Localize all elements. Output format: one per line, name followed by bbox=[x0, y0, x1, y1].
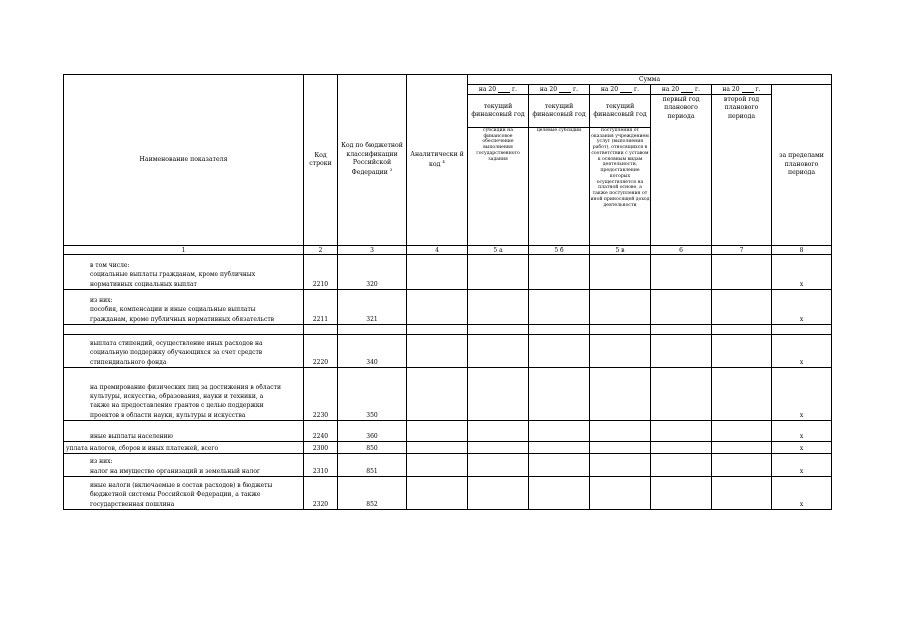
year-cell-5v: на 20 г. bbox=[590, 85, 651, 95]
row-name-line: нормативных социальных выплат bbox=[90, 280, 197, 288]
row-name-line: бюджетной системы Российской Федерации, а также bbox=[90, 491, 261, 499]
value-cell bbox=[712, 368, 772, 421]
column-number: 5 а bbox=[468, 246, 529, 255]
value-cell bbox=[651, 421, 712, 442]
header-name: Наименование показателя bbox=[64, 75, 304, 246]
row-code: 2310 bbox=[304, 454, 338, 477]
value-cell bbox=[407, 290, 468, 325]
header-analytic: Аналитически й код $^4$ bbox=[407, 75, 468, 246]
value-cell bbox=[468, 421, 529, 442]
row-name bbox=[64, 368, 304, 421]
value-cell bbox=[712, 255, 772, 290]
value-cell bbox=[468, 442, 529, 454]
value-cell bbox=[712, 477, 772, 510]
row-beyond-mark: x bbox=[772, 421, 832, 442]
row-beyond-mark: x bbox=[772, 477, 832, 510]
table-row bbox=[64, 442, 832, 454]
row-name-line: иные выплаты населению bbox=[90, 432, 173, 440]
empty-cell bbox=[529, 325, 590, 335]
row-name-line: социальную поддержку обучающихся за счет средств bbox=[90, 349, 263, 357]
row-name bbox=[64, 442, 304, 454]
row-bk-code: 850 bbox=[338, 442, 407, 454]
table-row bbox=[64, 368, 832, 421]
value-cell bbox=[590, 454, 651, 477]
header-sum: Сумма bbox=[468, 75, 832, 85]
form-table bbox=[63, 74, 832, 510]
row-name-line: также на предоставление грантов с целью поддержки bbox=[90, 402, 264, 410]
row-name-line: пособия, компенсации и иные социальные выплаты bbox=[90, 306, 256, 314]
value-cell bbox=[590, 368, 651, 421]
row-name bbox=[64, 290, 304, 325]
column-number: 3 bbox=[338, 246, 407, 255]
value-cell bbox=[651, 290, 712, 325]
row-name-line: налог на имущество организаций и земельный налог bbox=[90, 467, 261, 475]
empty-cell bbox=[64, 325, 304, 335]
row-beyond-mark: x bbox=[772, 454, 832, 477]
value-cell bbox=[529, 290, 590, 325]
value-cell bbox=[529, 477, 590, 510]
row-name-line: выплата стипендий, осуществление иных расходов на bbox=[90, 340, 263, 348]
value-cell bbox=[529, 442, 590, 454]
period-5v: текущий финансовый год bbox=[590, 95, 651, 128]
year-cell-5b: на 20 г. bbox=[529, 85, 590, 95]
value-cell bbox=[590, 255, 651, 290]
value-cell bbox=[468, 477, 529, 510]
value-cell bbox=[651, 477, 712, 510]
sub-header-5a: субсидии на финансовое обеспечение выполнения государственного задания bbox=[468, 128, 529, 246]
value-cell bbox=[651, 255, 712, 290]
value-cell bbox=[712, 290, 772, 325]
value-cell bbox=[590, 290, 651, 325]
column-number: 1 bbox=[64, 246, 304, 255]
value-cell bbox=[407, 477, 468, 510]
table-row bbox=[64, 477, 832, 510]
value-cell bbox=[712, 421, 772, 442]
row-name-line: государственная пошлина bbox=[90, 500, 175, 508]
value-cell bbox=[651, 368, 712, 421]
row-bk-code: 321 bbox=[338, 290, 407, 325]
row-code: 2230 bbox=[304, 368, 338, 421]
empty-cell bbox=[407, 325, 468, 335]
empty-cell bbox=[772, 325, 832, 335]
column-number: 6 bbox=[651, 246, 712, 255]
table-row bbox=[64, 290, 832, 325]
value-cell bbox=[468, 368, 529, 421]
row-beyond-mark: x bbox=[772, 255, 832, 290]
value-cell bbox=[407, 368, 468, 421]
row-bk-code: 350 bbox=[338, 368, 407, 421]
value-cell bbox=[529, 255, 590, 290]
sub-header-5v: поступления от оказания учреждением услуг (выполнения работ), относящихся в соответствии с уставом к основным видам деятельности, предоставление которых осуществляется на платной основе, а также поступления от иной приносящей доход деятельности bbox=[590, 128, 651, 246]
value-cell bbox=[590, 477, 651, 510]
value-cell bbox=[590, 421, 651, 442]
row-name-line: из них: bbox=[90, 297, 113, 305]
table-row bbox=[64, 454, 832, 477]
row-code: 2300 bbox=[304, 442, 338, 454]
value-cell bbox=[529, 368, 590, 421]
row-bk-code: 340 bbox=[338, 335, 407, 368]
value-cell bbox=[651, 335, 712, 368]
sub-header-5b: целевые субсидии bbox=[529, 128, 590, 246]
value-cell bbox=[712, 442, 772, 454]
period-7: второй год планового периода bbox=[712, 95, 772, 246]
column-number: 5 в bbox=[590, 246, 651, 255]
row-beyond-mark: x bbox=[772, 368, 832, 421]
row-bk-code: 320 bbox=[338, 255, 407, 290]
row-bk-code: 852 bbox=[338, 477, 407, 510]
column-numbers-row bbox=[64, 246, 832, 255]
row-name-line: стипендиального фонда bbox=[90, 358, 167, 366]
column-number: 4 bbox=[407, 246, 468, 255]
value-cell bbox=[590, 335, 651, 368]
row-name-line: из них: bbox=[90, 458, 113, 466]
row-name-line: на премирование физических лиц за достижения в области bbox=[90, 383, 281, 391]
value-cell bbox=[468, 255, 529, 290]
table-row bbox=[64, 255, 832, 290]
header-beyond: за пределами планового периода bbox=[772, 85, 832, 246]
row-name-line: уплата налогов, сборов и иных платежей, всего bbox=[66, 444, 219, 452]
value-cell bbox=[407, 442, 468, 454]
row-name bbox=[64, 255, 304, 290]
column-number: 2 bbox=[304, 246, 338, 255]
value-cell bbox=[651, 454, 712, 477]
row-name-line: гражданам, кроме публичных нормативных обязательств bbox=[90, 315, 275, 323]
row-bk-code: 360 bbox=[338, 421, 407, 442]
empty-cell bbox=[651, 325, 712, 335]
row-name bbox=[64, 335, 304, 368]
value-cell bbox=[590, 442, 651, 454]
column-number: 7 bbox=[712, 246, 772, 255]
row-name bbox=[64, 477, 304, 510]
row-beyond-mark: x bbox=[772, 290, 832, 325]
row-code: 2320 bbox=[304, 477, 338, 510]
row-name-line: социальные выплаты гражданам, кроме публичных bbox=[90, 271, 256, 279]
period-5a: текущий финансовый год bbox=[468, 95, 529, 128]
row-code: 2210 bbox=[304, 255, 338, 290]
value-cell bbox=[468, 290, 529, 325]
year-cell-6: на 20 г. bbox=[651, 85, 712, 95]
row-name bbox=[64, 421, 304, 442]
header-code: Код строки bbox=[304, 75, 338, 246]
value-cell bbox=[529, 454, 590, 477]
table-row bbox=[64, 421, 832, 442]
column-number: 8 bbox=[772, 246, 832, 255]
empty-cell bbox=[590, 325, 651, 335]
value-cell bbox=[651, 442, 712, 454]
row-bk-code: 851 bbox=[338, 454, 407, 477]
row-name bbox=[64, 454, 304, 477]
empty-cell bbox=[338, 325, 407, 335]
value-cell bbox=[468, 454, 529, 477]
value-cell bbox=[407, 335, 468, 368]
value-cell bbox=[712, 335, 772, 368]
row-code: 2220 bbox=[304, 335, 338, 368]
year-cell-5a: на 20 г. bbox=[468, 85, 529, 95]
empty-cell bbox=[712, 325, 772, 335]
value-cell bbox=[712, 454, 772, 477]
row-code: 2240 bbox=[304, 421, 338, 442]
period-6: первый год планового периода bbox=[651, 95, 712, 246]
period-5b: текущий финансовый год bbox=[529, 95, 590, 128]
row-name-line: проектов в области науки, культуры и искусства bbox=[90, 411, 246, 419]
empty-cell bbox=[468, 325, 529, 335]
table-row bbox=[64, 335, 832, 368]
value-cell bbox=[529, 335, 590, 368]
value-cell bbox=[407, 255, 468, 290]
row-name-line: культуры, искусства, образования, науки и техники, а bbox=[90, 393, 264, 401]
table-row bbox=[64, 325, 832, 335]
value-cell bbox=[468, 335, 529, 368]
row-beyond-mark: x bbox=[772, 442, 832, 454]
row-code: 2211 bbox=[304, 290, 338, 325]
value-cell bbox=[407, 454, 468, 477]
row-name-line: иные налоги (включаемые в состав расходов) в бюджеты bbox=[90, 482, 273, 490]
column-number: 5 б bbox=[529, 246, 590, 255]
value-cell bbox=[407, 421, 468, 442]
header-bk: Код по бюджетной классификации Российской Федерации $^3$ bbox=[338, 75, 407, 246]
year-cell-7: на 20 г. bbox=[712, 85, 772, 95]
empty-cell bbox=[304, 325, 338, 335]
value-cell bbox=[529, 421, 590, 442]
row-beyond-mark: x bbox=[772, 335, 832, 368]
row-name-line: в том числе: bbox=[90, 262, 130, 270]
